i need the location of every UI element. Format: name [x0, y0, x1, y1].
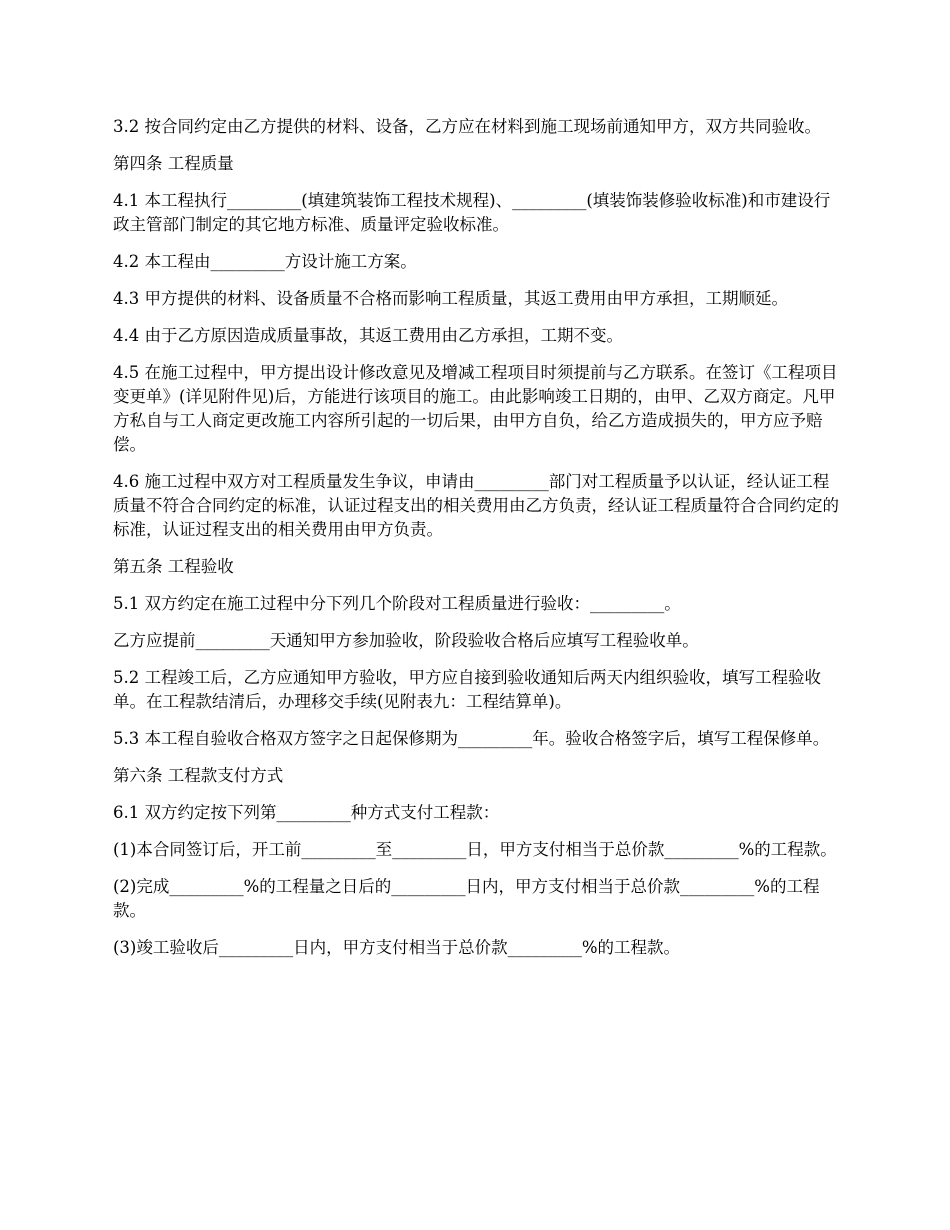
payment-option-1: (1)本合同签订后，开工前_________至_________日，甲方支付相当于总价款_________%的工程款。	[113, 840, 837, 859]
article-4-heading: 第四条 工程质量	[113, 154, 234, 173]
clause-5-2: 5.2 工程竣工后，乙方应通知甲方验收，甲方应自接到验收通知后两天内组织验收，填写工程验收单。在工程款结清后，办理移交手续(见附表九：工程结算单)。	[113, 668, 821, 711]
clause-4-4: 4.4 由于乙方原因造成质量事故，其返工费用由乙方承担，工期不变。	[113, 326, 623, 345]
clause-5-1-notice: 乙方应提前_________天通知甲方参加验收，阶段验收合格后应填写工程验收单。	[113, 631, 699, 650]
payment-option-2: (2)完成_________%的工程量之日后的_________日内，甲方支付相当于总价款_________%的工程款。	[113, 877, 820, 920]
article-6-heading: 第六条 工程款支付方式	[113, 766, 284, 785]
payment-option-3: (3)竣工验收后_________日内，甲方支付相当于总价款_________%的工程款。	[113, 938, 681, 957]
clause-4-1: 4.1 本工程执行_________(填建筑装饰工程技术规程)、_________(填装饰装修验收标准)和市建设行政主管部门制定的其它地方标准、质量评定验收标准。	[113, 191, 831, 234]
clause-4-3: 4.3 甲方提供的材料、设备质量不合格而影响工程质量，其返工费用由甲方承担，工期顺延。	[113, 289, 788, 308]
clause-3-2: 3.2 按合同约定由乙方提供的材料、设备，乙方应在材料到施工现场前通知甲方，双方共同验收。	[113, 117, 821, 136]
clause-5-1: 5.1 双方约定在施工过程中分下列几个阶段对工程质量进行验收：_________。	[113, 594, 681, 613]
clause-4-6: 4.6 施工过程中双方对工程质量发生争议，申请由_________部门对工程质量予以认证，经认证工程质量不符合合同约定的标准，认证过程支出的相关费用由乙方负责，经认证工程质量符合合同约定的标准，认证过程支出的相关费用由甲方负责。	[113, 472, 839, 539]
clause-4-2: 4.2 本工程由_________方设计施工方案。	[113, 252, 417, 271]
clause-5-3: 5.3 本工程自验收合格双方签字之日起保修期为_________年。验收合格签字后，填写工程保修单。	[113, 729, 830, 748]
article-5-heading: 第五条 工程验收	[113, 557, 234, 576]
document-page	[113, 115, 843, 973]
clause-4-5: 4.5 在施工过程中，甲方提出设计修改意见及增减工程项目时须提前与乙方联系。在签订《工程项目变更单》(详见附件见)后，方能进行该项目的施工。由此影响竣工日期的，由甲、乙双方商定。凡甲方私自与工人商定更改施工内容所引起的一切后果，由甲方自负，给乙方造成损失的，甲方应予赔偿。	[113, 363, 838, 454]
clause-6-1: 6.1 双方约定按下列第_________种方式支付工程款：	[113, 803, 500, 822]
